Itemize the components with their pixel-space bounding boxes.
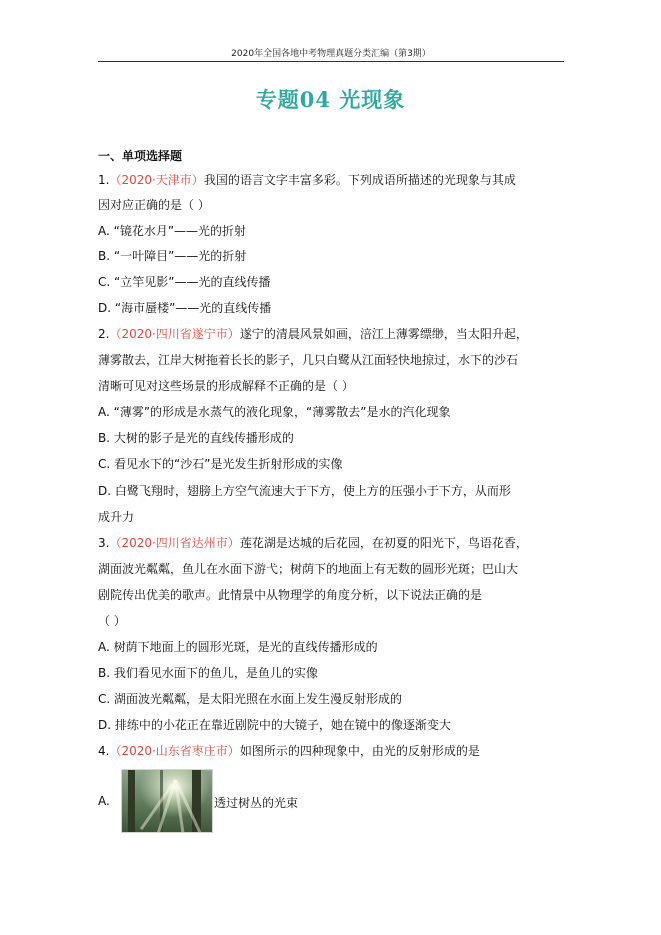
question-1-line-2: 因对应正确的是（ ） xyxy=(98,198,210,212)
question-2-line-1: 2.（2020·四川省遂宁市）遂宁的清晨风景如画，涪江上薄雾缥缈，当太阳升起， xyxy=(98,327,528,341)
question-1-option-a: A. “镜花水月”——光的折射 xyxy=(98,224,247,238)
question-3-option-b: B. 我们看见水面下的鱼儿，是鱼儿的实像 xyxy=(98,666,318,680)
question-3-line-2: 湖面波光粼粼，鱼儿在水面下游弋；树荫下的地面上有无数的圆形光斑；巴山大 xyxy=(98,562,519,576)
light-through-trees-image xyxy=(121,769,213,833)
question-3-line-3: 剧院传出优美的歌声。此情景中从物理学的角度分析，以下说法正确的是 xyxy=(98,588,483,602)
header-divider xyxy=(98,61,564,62)
question-1-line-1: 1.（2020·天津市）我国的语言文字丰富多彩。下列成语所描述的光现象与其成 xyxy=(98,173,516,187)
question-2-source: （2020·四川省遂宁市） xyxy=(109,327,240,341)
question-2-line-2: 薄雾散去，江岸大树拖着长长的影子，几只白鹭从江面轻快地掠过，水下的沙石 xyxy=(98,353,519,367)
question-3-line-4: （ ） xyxy=(98,614,126,628)
question-4-option-a-caption: 透过树丛的光束 xyxy=(214,796,299,810)
question-4-option-a-letter: A. xyxy=(98,794,110,808)
question-3-option-d: D. 排练中的小花正在靠近剧院中的大镜子，她在镜中的像逐渐变大 xyxy=(98,718,451,732)
question-4-line-1: 4.（2020·山东省枣庄市）如图所示的四种现象中，由光的反射形成的是 xyxy=(98,744,480,758)
question-2-option-d-cont: 成升力 xyxy=(98,510,135,524)
question-2-option-d: D. 白鹭飞翔时，翅膀上方空气流速大于下方，使上方的压强小于下方，从而形 xyxy=(98,484,511,498)
page-title: 专题04 光现象 xyxy=(255,87,406,112)
question-2-option-b: B. 大树的影子是光的直线传播形成的 xyxy=(98,431,294,445)
question-1-source: （2020·天津市） xyxy=(109,173,204,187)
question-3-line-1: 3.（2020·四川省达州市）莲花湖是达城的后花园，在初夏的阳光下，鸟语花香， xyxy=(98,536,528,550)
question-3-option-c: C. 湖面波光粼粼，是太阳光照在水面上发生漫反射形成的 xyxy=(98,692,403,706)
question-1-option-d: D. “海市蜃楼”——光的直线传播 xyxy=(98,301,272,315)
question-3-source: （2020·四川省达州市） xyxy=(109,536,240,550)
question-2-option-a: A. “薄雾”的形成是水蒸气的液化现象，“薄雾散去”是水的汽化现象 xyxy=(98,405,451,419)
question-1-option-c: C. “立竿见影”——光的直线传播 xyxy=(98,275,271,289)
question-2-line-3: 清晰可见对这些场景的形成解释不正确的是（ ） xyxy=(98,379,354,393)
question-1-option-b: B. “一叶障目”——光的折射 xyxy=(98,249,247,263)
section-heading: 一、单项选择题 xyxy=(98,149,183,163)
page-header: 2020年全国各地中考物理真题分类汇编（第3期） xyxy=(231,49,431,59)
question-4-source: （2020·山东省枣庄市） xyxy=(109,744,240,758)
question-2-option-c: C. 看见水下的“沙石”是光发生折射形成的实像 xyxy=(98,457,343,471)
question-3-option-a: A. 树荫下地面上的圆形光斑，是光的直线传播形成的 xyxy=(98,640,378,654)
